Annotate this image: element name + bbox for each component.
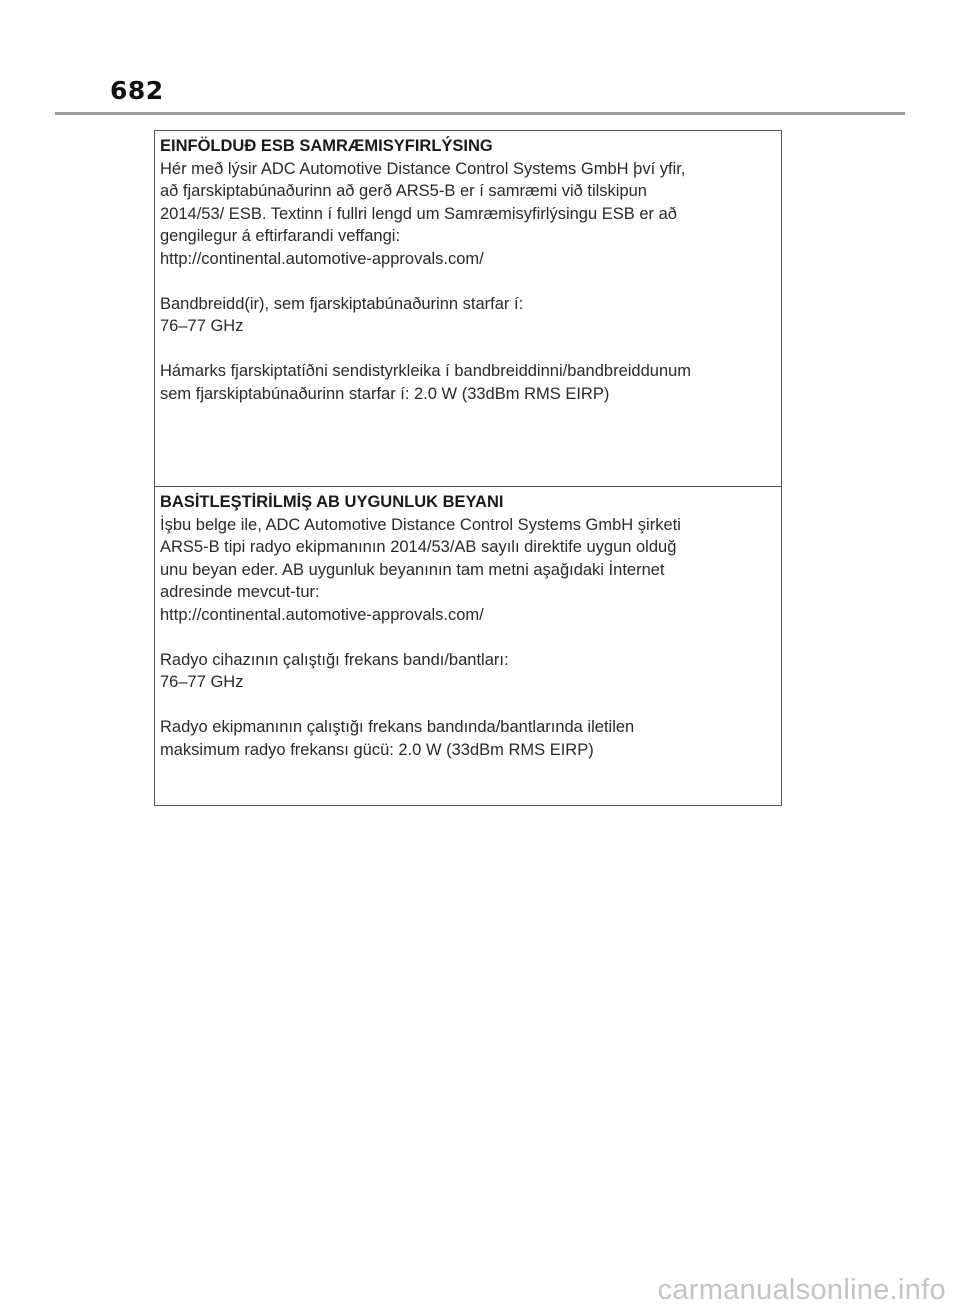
header-rule <box>55 112 905 115</box>
frequency-band-tr: 76–77 GHz <box>160 673 244 691</box>
declaration-icelandic <box>155 131 781 487</box>
paragraph-gap <box>160 694 775 717</box>
max-power-is: sem fjarskiptabúnaðurinn starfar í: 2.0 W (33dBm RMS EIRP) <box>160 384 610 403</box>
approval-url-tr: http://continental.automotive-approvals.com/ <box>160 605 484 624</box>
watermark: carmanualsonline.info <box>657 1274 946 1306</box>
text-line: ARS5-B tipi radyo ekipmanının 2014/53/AB sayılı direktife uygun olduğ <box>160 538 677 556</box>
text-line: Hér með lýsir ADC Automotive Distance Control Systems GmbH því yfir, <box>160 159 686 178</box>
text-line: Bandbreidd(ir), sem fjarskiptabúnaðurinn starfar í: <box>160 294 524 313</box>
paragraph-gap <box>160 338 775 361</box>
text-line: Radyo cihazının çalıştığı frekans bandı/bantları: <box>160 650 509 669</box>
text-line: Hámarks fjarskiptatíðni sendistyrkleika í bandbreiddinni/bandbreiddunum <box>160 362 692 380</box>
declaration-title-is: EINFÖLDUÐ ESB SAMRÆMISYFIRLÝSING <box>160 137 493 155</box>
text-line: að fjarskiptabúnaðurinn að gerð ARS5-B er í samræmi við tilskipun <box>160 182 647 200</box>
max-power-tr: maksimum radyo frekansı gücü: 2.0 W (33dBm RMS EIRP) <box>160 740 594 759</box>
approval-url-is: http://continental.automotive-approvals.com/ <box>160 249 484 268</box>
text-line: 2014/53/ ESB. Textinn í fullri lengd um Samræmisyfirlýsingu ESB er að <box>160 204 677 223</box>
text-line: adresinde mevcut-tur: <box>160 583 320 601</box>
text-line: unu beyan eder. AB uygunluk beyanının tam metni aşağıdaki İnternet <box>160 560 665 579</box>
paragraph-gap <box>160 270 775 293</box>
frequency-band-is: 76–77 GHz <box>160 317 244 335</box>
text-line: gengilegur á eftirfarandi veffangi: <box>160 227 401 245</box>
text-line: Radyo ekipmanının çalıştığı frekans bandında/bantlarında iletilen <box>160 718 635 736</box>
declaration-table <box>154 130 782 806</box>
text-line: İşbu belge ile, ADC Automotive Distance Control Systems GmbH şirketi <box>160 515 681 534</box>
declaration-turkish <box>155 487 781 805</box>
page-number: 682 <box>110 76 164 105</box>
paragraph-gap <box>160 626 775 649</box>
declaration-title-tr: BASİTLEŞTİRİLMİŞ AB UYGUNLUK BEYANI <box>160 493 504 511</box>
